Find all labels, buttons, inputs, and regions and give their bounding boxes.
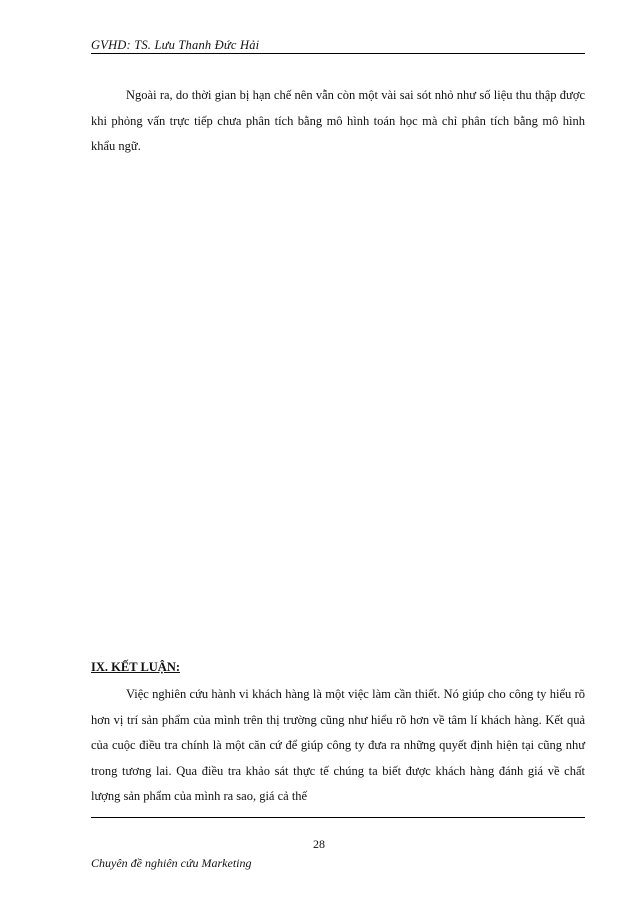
page-number: 28 xyxy=(313,837,325,851)
header-rule xyxy=(91,53,585,54)
paragraph-limitations: Ngoài ra, do thời gian bị hạn chế nên vẫn còn một vài sai sót nhỏ như số liệu thu thập được khi phỏng vấn trực tiếp chưa phân tích bằng mô hình toán học mà chỉ phân tích bằng mô hình khẩu ngữ. xyxy=(91,88,585,153)
section-heading-conclusion: IX. KẾT LUẬN: xyxy=(91,660,181,674)
footer-rule xyxy=(91,817,585,818)
footer-text: Chuyên đề nghiên cứu Marketing xyxy=(91,856,252,870)
paragraph-conclusion: Việc nghiên cứu hành vi khách hàng là một việc làm cần thiết. Nó giúp cho công ty hiểu rõ hơn vị trí sản phẩm của mình trên thị trường cũng như hiểu rõ hơn về tâm lí khách hàng. Kết quả của cuộc điều tra chính là một căn cứ để giúp công ty đưa ra những quyết định hiện tại cũng như trong tương lai. Qua điều tra khảo sát thực tế chúng ta biết được khách hàng đánh giá về chất lượng sản phẩm của mình ra sao, giá cả thế xyxy=(91,687,585,803)
page-header xyxy=(91,36,585,54)
header-text: GVHD: TS. Lưu Thanh Đức Hải xyxy=(91,38,260,52)
